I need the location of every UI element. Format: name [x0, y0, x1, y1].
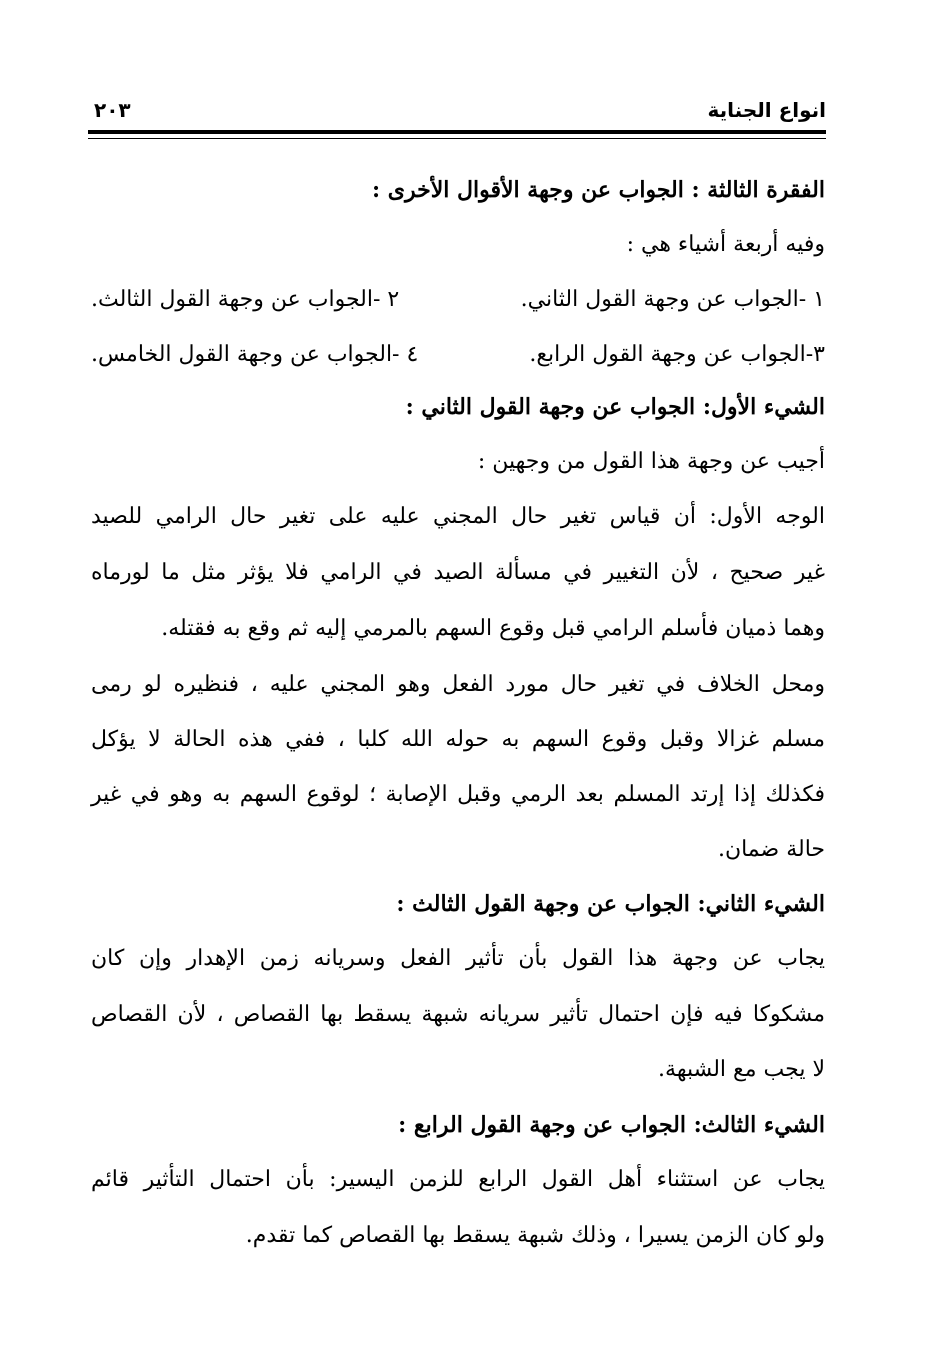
text-line: وفيه أربعة أشياء هي : [626, 232, 825, 257]
subsection-heading: الشيء الثالث: الجواب عن وجهة القول الرابع : [398, 1112, 825, 1138]
running-title: انواع الجناية [707, 98, 826, 122]
paragraph-line: الوجه الأول: أن قياس تغير حال المجني عليه على تغير حال الرامي للصيد [91, 504, 825, 529]
paragraph-line: ومحل الخلاف في تغير حال مورد الفعل وهو المجني عليه ، فنظيره لو رمى [91, 672, 825, 697]
paragraph-line: يجاب عن استثناء أهل القول الرابع للزمن اليسير: بأن احتمال التأثير قائم [91, 1167, 825, 1192]
page-number: ٢٠٣ [94, 98, 131, 122]
list-item: ١ -الجواب عن وجهة القول الثاني. [520, 287, 825, 312]
subsection-heading: الشيء الأول: الجواب عن وجهة القول الثاني : [405, 394, 825, 420]
list-row [91, 278, 825, 322]
paragraph-line: مسلم غزالا وقبل وقوع السهم به حوله الله كلبا ، ففي هذه الحالة لا يؤكل [91, 727, 825, 752]
paragraph-line: غير صحيح ، لأن التغيير في مسألة الصيد في الرامي فلا يؤثر مثل ما لورماه [91, 560, 825, 585]
paragraph-line: ولو كان الزمن يسيرا ، وذلك شبهة يسقط بها القصاص كما تقدم. [245, 1223, 825, 1248]
header-rule-thin [88, 138, 826, 139]
paragraph-line: فكذلك إذا إرتد المسلم بعد الرمي وقبل الإصابة ؛ لوقوع السهم به وهو في غير [91, 782, 825, 807]
subsection-heading: الشيء الثاني: الجواب عن وجهة القول الثالث : [396, 891, 825, 917]
text-line: أجيب عن وجهة هذا القول من وجهين : [477, 449, 825, 474]
paragraph-line: لا يجب مع الشبهة. [658, 1057, 825, 1082]
paragraph-line: حالة ضمان. [717, 837, 825, 862]
header-rule-thick [88, 130, 826, 134]
list-row [91, 333, 825, 377]
list-item: ٤ -الجواب عن وجهة القول الخامس. [91, 342, 419, 367]
list-item: ٣-الجواب عن وجهة القول الرابع. [529, 342, 825, 367]
list-item: ٢ -الجواب عن وجهة القول الثالث. [91, 287, 400, 312]
paragraph-line: يجاب عن وجهة هذا القول بأن تأثير الفعل وسريانه زمن الإهدار وإن كان [91, 946, 825, 971]
paragraph-line: مشكوكا فيه فإن احتمال تأثير سريانه شبهة يسقط بها القصاص ، لأن القصاص [91, 1002, 825, 1027]
page-header [88, 93, 826, 127]
section-heading: الفقرة الثالثة : الجواب عن وجهة الأقوال الأخرى : [371, 177, 825, 203]
paragraph-line: وهما ذميان فأسلم الرامي قبل وقوع السهم بالمرمي إليه ثم وقع به فقتله. [161, 616, 825, 641]
